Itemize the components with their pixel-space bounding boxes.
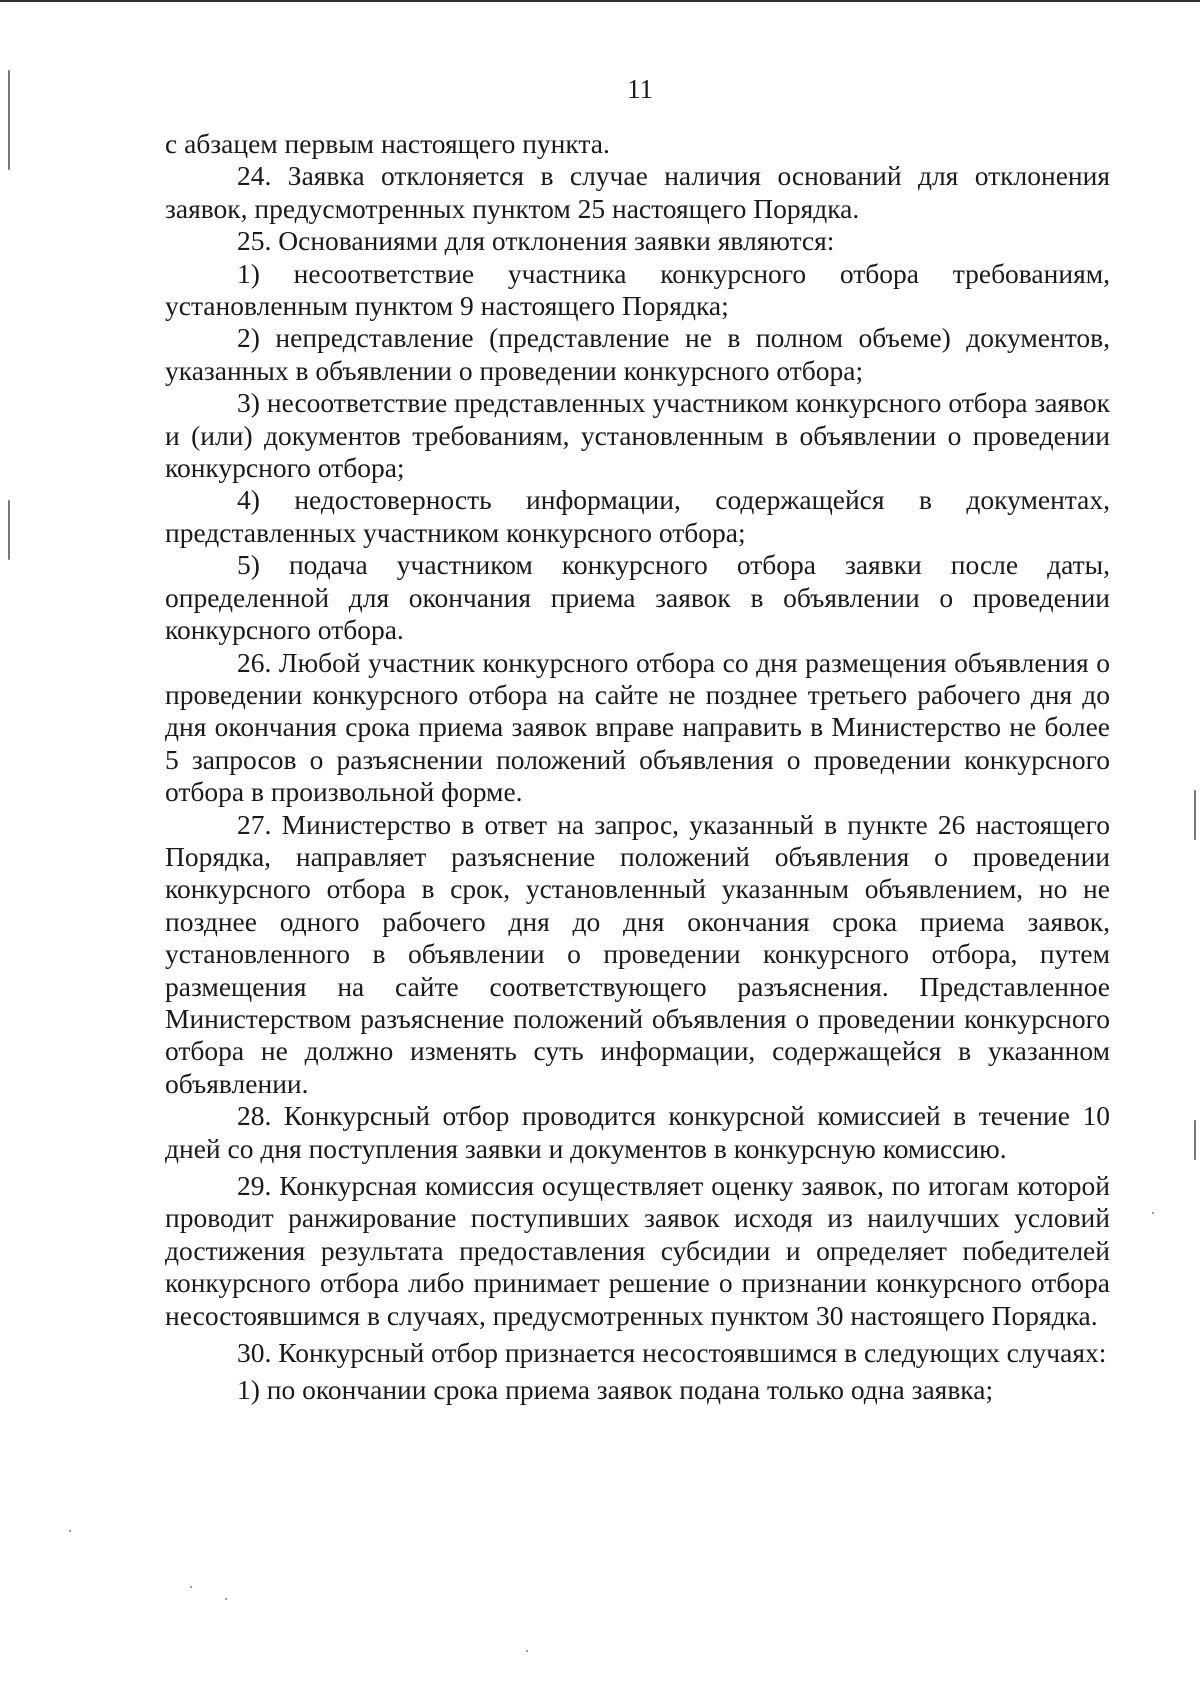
list-item-25-2: 2) непредставление (представление не в полном объеме) документов, указанных в объявлении о проведении конкурсного отбора;	[165, 322, 1110, 386]
scan-speck	[1194, 790, 1196, 840]
paragraph-28: 28. Конкурсный отбор проводится конкурсной комиссией в течение 10 дней со дня поступления заявки и документов в конкурсную комиссию.	[165, 1100, 1110, 1164]
scan-edge-line	[0, 0, 1200, 2]
list-item-25-5: 5) подача участником конкурсного отбора заявки после даты, определенной для окончания приема заявок в объявлении о проведении конкурсного отбора.	[165, 549, 1110, 646]
page-number: 11	[627, 74, 653, 104]
paragraph: с абзацем первым настоящего пункта.	[165, 128, 610, 159]
paragraph-29: 29. Конкурсная комиссия осуществляет оценку заявок, по итогам которой проводит ранжирование поступивших заявок исходя из наилучших условий достижения результата предоставления субсидии и определяет победителей конкурсного отбора либо принимает решение о признании конкурсного отбора несостоявшимся в случаях, предусмотренных пунктом 30 настоящего Порядка.	[165, 1170, 1110, 1331]
list-item-25-3: 3) несоответствие представленных участником конкурсного отбора заявок и (или) документов требованиям, установленным в объявлении о проведении конкурсного отбора;	[165, 387, 1110, 484]
scan-speck	[190, 1586, 192, 1588]
scan-speck	[8, 70, 10, 170]
paragraph-24: 24. Заявка отклоняется в случае наличия оснований для отклонения заявок, предусмотренных пунктом 25 настоящего Порядка.	[165, 160, 1110, 224]
scan-speck	[1152, 1212, 1154, 1214]
scan-speck	[69, 1530, 71, 1532]
scan-speck	[526, 1650, 528, 1652]
list-item-30-1: 1) по окончании срока приема заявок подана только одна заявка;	[237, 1374, 994, 1406]
paragraph-30: 30. Конкурсный отбор признается несостоявшимся в следующих случаях:	[237, 1337, 1107, 1369]
paragraph-27: 27. Министерство в ответ на запрос, указанный в пункте 26 настоящего Порядка, направляет разъяснение положений объявления о проведении конкурсного отбора в срок, установленный указанным объявлением, но не позднее одного рабочего дня до дня окончания срока приема заявок, установленного в объявлении о проведении конкурсного отбора, путем размещения на сайте соответствующего разъяснения. Представленное Министерством разъяснение положений объявления о проведении конкурсного отбора не должно изменять суть информации, содержащейся в указанном объявлении.	[165, 808, 1110, 1099]
scan-speck	[1194, 1120, 1196, 1160]
scan-speck	[8, 500, 10, 560]
paragraph-26: 26. Любой участник конкурсного отбора со дня размещения объявления о проведении конкурсного отбора на сайте не позднее третьего рабочего дня до дня окончания срока приема заявок вправе направить в Министерство не более 5 запросов о разъяснении положений объявления о проведении конкурсного отбора в произвольной форме.	[165, 646, 1110, 808]
list-item-25-1: 1) несоответствие участника конкурсного отбора требованиям, установленным пунктом 9 настоящего Порядка;	[165, 257, 1110, 322]
list-item-25-4: 4) недостоверность информации, содержащейся в документах, представленных участником конкурсного отбора;	[165, 484, 1110, 548]
paragraph-25: 25. Основаниями для отклонения заявки являются:	[237, 225, 835, 257]
document-body	[165, 128, 1110, 1407]
scan-speck	[225, 1598, 227, 1600]
